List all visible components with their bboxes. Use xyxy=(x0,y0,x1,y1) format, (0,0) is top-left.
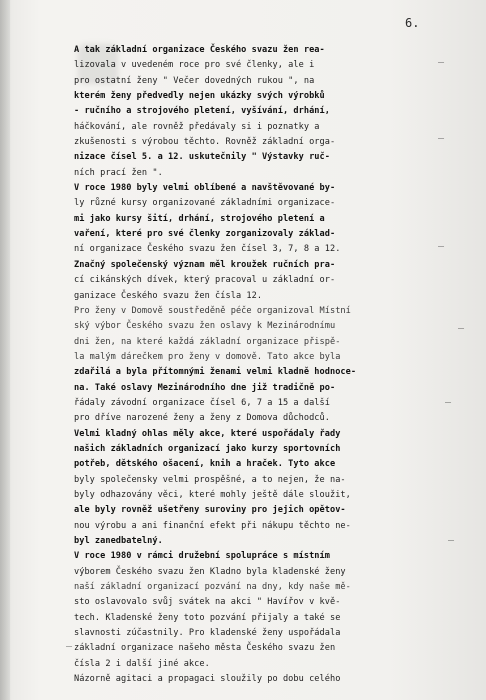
text-line: V roce 1980 v rámci družební spolupráce s místním xyxy=(74,551,330,562)
text-line: kterém ženy předvedly nejen ukázky svých výrobků xyxy=(74,91,325,102)
text-line: byl zanedbatelný. xyxy=(74,536,163,546)
text-line: čísla 2 i další jiné akce. xyxy=(74,658,210,669)
margin-dash-mark: _ xyxy=(66,636,73,647)
text-line: cí cikánských dívek, který pracoval u základní or- xyxy=(74,275,336,286)
text-line: ly různé kursy organizované základními organizace- xyxy=(74,198,336,209)
text-line: byly společensky velmi prospěšné, a to nejen, že na- xyxy=(74,474,346,485)
typewritten-body xyxy=(74,43,444,687)
margin-dash-mark: _ xyxy=(438,128,445,139)
text-line: vaření, které pro své členky zorganizovaly základ- xyxy=(74,229,336,240)
text-line: pro ostatní ženy " Večer dovedných rukou ", na xyxy=(74,75,315,86)
text-line: nizace čísel 5. a 12. uskutečnily " Výstavky ruč- xyxy=(74,152,330,163)
text-line: zdařilá a byla přítomnými ženami velmi kladně hodnoce- xyxy=(74,367,357,378)
text-line: A tak základní organizace Českého svazu žen rea- xyxy=(74,45,325,55)
page-spine-shadow xyxy=(0,0,10,700)
text-line: zkušenosti s výrobou těchto. Rovněž základní orga- xyxy=(74,137,336,148)
margin-dash-mark: _ xyxy=(438,52,445,63)
text-line: našich základních organizací jako kurzy sportovních xyxy=(74,443,341,454)
text-line: na. Také oslavy Mezinárodního dne již tradičně po- xyxy=(74,382,336,393)
text-line: la malým dárečkem pro ženy v domově. Tato akce byla xyxy=(74,351,341,362)
text-line: základní organizace našeho města Českého svazu žen xyxy=(74,643,336,654)
text-line: ale byly rovněž ušetřeny suroviny pro jejich opětov- xyxy=(74,505,346,516)
text-line: Názorně agitaci a propagaci sloužily po dobu celého xyxy=(74,674,341,685)
margin-dash-mark: _ xyxy=(445,392,452,403)
text-line: ský výbor Českého svazu žen oslavy k Mezinárodnímu xyxy=(74,321,336,332)
text-line: naší základní organizací pozvání na dny, kdy naše mě- xyxy=(74,582,351,593)
text-line: - ručního a strojového pletení, vyšívání, drhání, xyxy=(74,106,330,117)
text-line: Velmi kladný ohlas měly akce, které uspořádaly řady xyxy=(74,428,341,439)
text-line: dni žen, na které každá základní organizace přispě- xyxy=(74,336,341,347)
text-line: ganizace Českého svazu žen čísla 12. xyxy=(74,290,263,301)
page-number: 6. xyxy=(405,16,420,30)
text-line: ních prací žen ". xyxy=(74,167,163,178)
text-line: V roce 1980 byly velmi oblíbené a navštěvované by- xyxy=(74,183,336,194)
text-line: výborem Českého svazu žen Kladno byla kladenské ženy xyxy=(74,566,346,577)
margin-dash-mark: _ xyxy=(438,236,445,247)
text-line: potřeb, dětského ošacení, knih a hraček. Tyto akce xyxy=(74,459,336,470)
text-line: Značný společenský význam měl kroužek ručních pra- xyxy=(74,259,336,270)
text-line: řádaly závodní organizace čísel 6, 7 a 15 a další xyxy=(74,397,330,408)
margin-dash-mark: _ xyxy=(448,530,455,541)
text-line: pro dříve narozené ženy a ženy z Domova důchodců. xyxy=(74,413,330,424)
text-line: Pro ženy v Domově soustředěně péče organizoval Místní xyxy=(74,305,351,316)
text-line: mi jako kursy šití, drhání, strojového pletení a xyxy=(74,213,325,224)
text-line: ní organizace Českého svazu žen čísel 3, 7, 8 a 12. xyxy=(74,244,341,255)
text-line: slavnosti zúčastnily. Pro kladenské ženy uspořádala xyxy=(74,628,341,639)
text-line: byly odhazovány věci, které mohly ještě dále sloužit, xyxy=(74,489,351,500)
text-line: lizovala v uvedeném roce pro své členky, ale i xyxy=(74,60,315,71)
text-line: tech. Kladenské ženy toto pozvání přijaly a také se xyxy=(74,612,341,623)
text-line: sto oslavovalo svůj svátek na akci " Havířov v kvě- xyxy=(74,597,341,608)
margin-dash-mark: _ xyxy=(458,318,465,329)
text-line: háčkování, ale rovněž předávaly si i poznatky a xyxy=(74,121,320,132)
text-line: nou výrobu a ani finanční efekt při nákupu těchto ne- xyxy=(74,520,351,531)
